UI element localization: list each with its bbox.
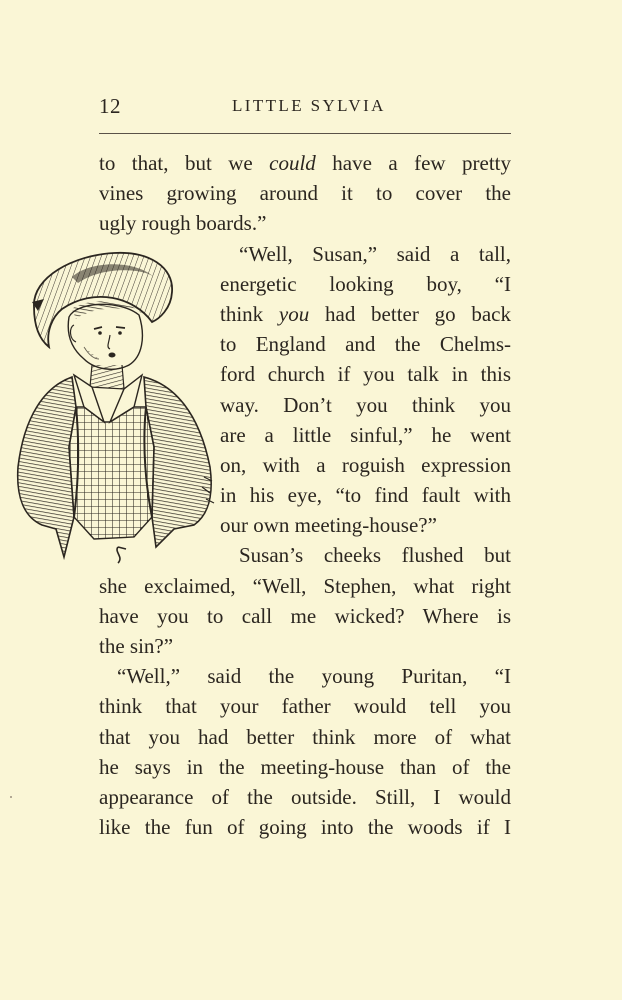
running-head-title: LITTLE SYLVIA: [232, 96, 386, 115]
text-line: think that your father would tell you: [99, 694, 511, 719]
text-line: energetic looking boy, “I: [220, 271, 511, 296]
text-line: our own meeting-house?”: [220, 513, 437, 538]
text-line: appearance of the outside. Still, I would: [99, 784, 511, 809]
text-line: she exclaimed, “Well, Stephen, what right: [99, 573, 511, 598]
text-line: way. Don’t you think you: [220, 392, 511, 417]
text-line: are a little sinful,” he went: [220, 422, 511, 447]
text-line: the sin?”: [99, 634, 174, 658]
text-line: ford church if you talk in this: [220, 362, 511, 387]
text-line: “Well,” said the young Puritan, “I: [117, 664, 511, 689]
body-text: [99, 148, 511, 842]
text-line: to that, but we could have a few pretty: [99, 151, 511, 175]
text-line: to England and the Chelms-: [220, 332, 511, 357]
text-line: he says in the meeting-house than of the: [99, 754, 511, 779]
text-line: think you had better go back: [220, 301, 511, 326]
header-rule: [99, 133, 511, 134]
text-line: Susan’s cheeks flushed but: [239, 543, 511, 568]
text-line: in his eye, “to find fault with: [220, 483, 511, 508]
text-line: on, with a roguish expression: [220, 452, 511, 477]
text-line: ugly rough boards.”: [99, 211, 267, 236]
text-line: have you to call me wicked? Where is: [99, 603, 511, 628]
text-line: like the fun of going into the woods if I: [99, 815, 511, 840]
text-line: “Well, Susan,” said a tall,: [239, 241, 511, 266]
paper-speck: [10, 796, 12, 798]
page-number: 12: [99, 94, 121, 118]
text-line: vines growing around it to cover the: [99, 181, 511, 206]
text-line: that you had better think more of what: [99, 724, 511, 749]
